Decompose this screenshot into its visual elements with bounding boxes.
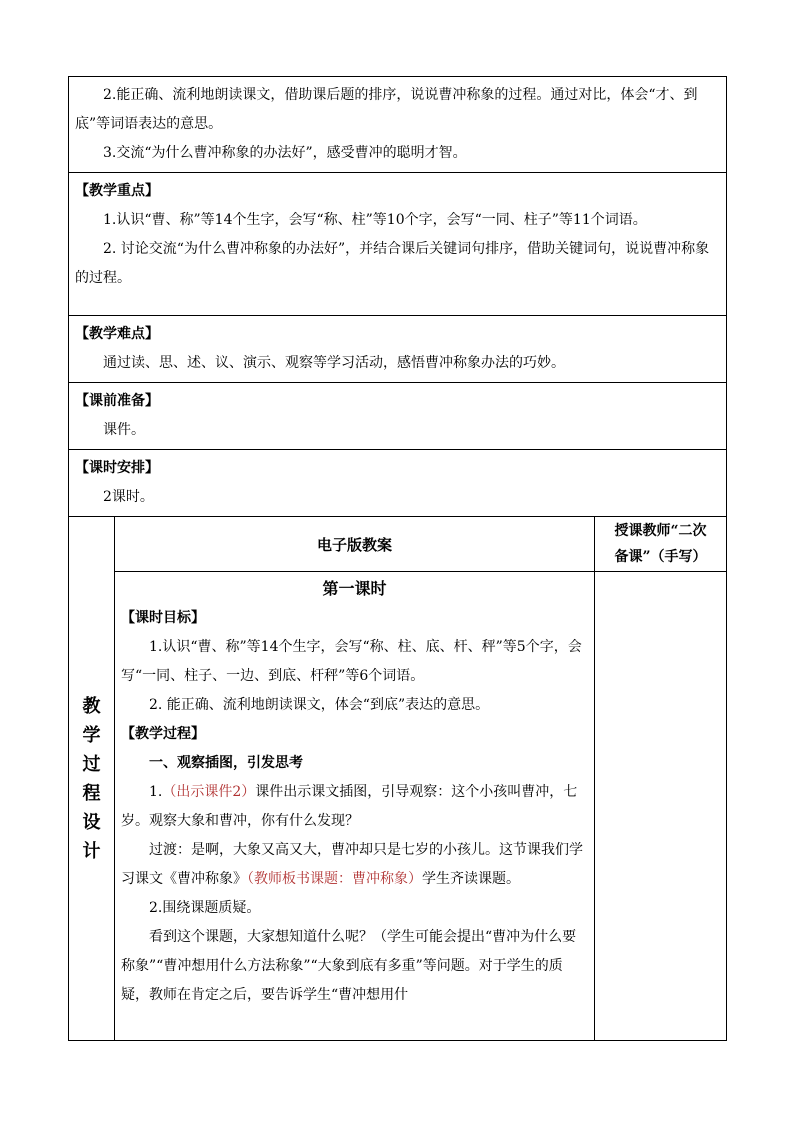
preparation-text: 课件。 — [103, 422, 145, 438]
side-char-6: 计 — [82, 840, 101, 862]
objective-1: 1.认识“曹、称”等14个生字，会写“称、柱、底、杆、秤”等5个字，会写“一同、柱子、一边、到底、杆秤”等6个词语。 — [121, 639, 582, 684]
goal-item-2: 2.能正确、流利地朗读课文，借助课后题的排序，说说曹冲称象的过程。通过对比，体会“才、到底”等词语表达的意思。 — [75, 87, 698, 132]
transition-text: 过渡：是啊，大象又高又大，曹冲却只是七岁的小孩儿。这节课我们学习课文《曹冲称象》 — [121, 842, 583, 887]
section-1-title: 一、观察插图，引发思考 — [149, 755, 303, 771]
step-2: 2.围绕课题质疑。 — [149, 900, 261, 916]
electronic-plan-header: 电子版教案 — [115, 517, 595, 572]
transition-end: 学生齐读课题。 — [422, 871, 520, 887]
teacher-notes-line-1: 授课教师“二次 — [614, 523, 707, 539]
process-content-cell — [115, 572, 595, 1041]
key-points-row — [69, 173, 727, 316]
schedule-heading: 【课时安排】 — [75, 460, 159, 476]
step-1-courseware-note: （出示课件2） — [162, 784, 256, 800]
side-char-4: 程 — [82, 782, 101, 804]
side-char-3: 过 — [82, 753, 101, 775]
preparation-heading: 【课前准备】 — [75, 393, 159, 409]
key-point-1: 1.认识“曹、称”等14个生字，会写“称、柱”等10个字，会写“一同、柱子”等11个词语。 — [103, 212, 647, 228]
process-body-row — [69, 572, 727, 1041]
key-point-2: 2. 讨论交流“为什么曹冲称象的办法好”，并结合课后关键词句排序，借助关键词句，说说曹冲称象的过程。 — [75, 241, 710, 286]
step-1 — [121, 778, 588, 836]
step-2-text: 看到这个课题，大家想知道什么呢？（学生可能会提出“曹冲为什么要称象”“曹冲想用什么方法称象”“大象到底有多重”等问题。对于学生的质疑，教师在肯定之后，要告诉学生“曹冲想用什 — [121, 929, 577, 1003]
teacher-notes-cell — [595, 572, 727, 1041]
transition-board-note: （教师板书课题：曹冲称象） — [247, 871, 422, 887]
difficulties-text: 通过读、思、述、议、演示、观察等学习活动，感悟曹冲称象办法的巧妙。 — [103, 355, 565, 371]
process-side-label — [69, 517, 115, 1041]
step-1-text: 课件出示课文插图，引导观察：这个小孩叫曹冲，七岁。观察大象和曹冲，你有什么发现？ — [121, 784, 578, 829]
schedule-text: 2课时。 — [103, 489, 154, 505]
schedule-row — [69, 450, 727, 517]
difficulties-row — [69, 316, 727, 383]
side-char-2: 学 — [82, 724, 101, 746]
preparation-row — [69, 383, 727, 450]
teacher-notes-header — [595, 517, 727, 572]
lesson-title: 第一课时 — [322, 579, 387, 598]
step-1-prefix: 1. — [149, 784, 163, 800]
teacher-notes-line-2: 备课”（手写） — [614, 549, 707, 565]
side-char-5: 设 — [82, 811, 101, 833]
key-points-heading: 【教学重点】 — [75, 183, 159, 199]
lesson-plan-table — [68, 76, 727, 1041]
difficulties-heading: 【教学难点】 — [75, 326, 159, 342]
objectives-heading: 【课时目标】 — [121, 610, 205, 626]
transition — [121, 836, 588, 894]
side-char-1: 教 — [82, 695, 101, 717]
goals-row — [69, 77, 727, 173]
process-heading: 【教学过程】 — [121, 726, 205, 742]
objective-2: 2. 能正确、流利地朗读课文，体会“到底”表达的意思。 — [149, 697, 490, 713]
process-header-row — [69, 517, 727, 572]
goal-item-3: 3.交流“为什么曹冲称象的办法好”，感受曹冲的聪明才智。 — [103, 145, 467, 161]
